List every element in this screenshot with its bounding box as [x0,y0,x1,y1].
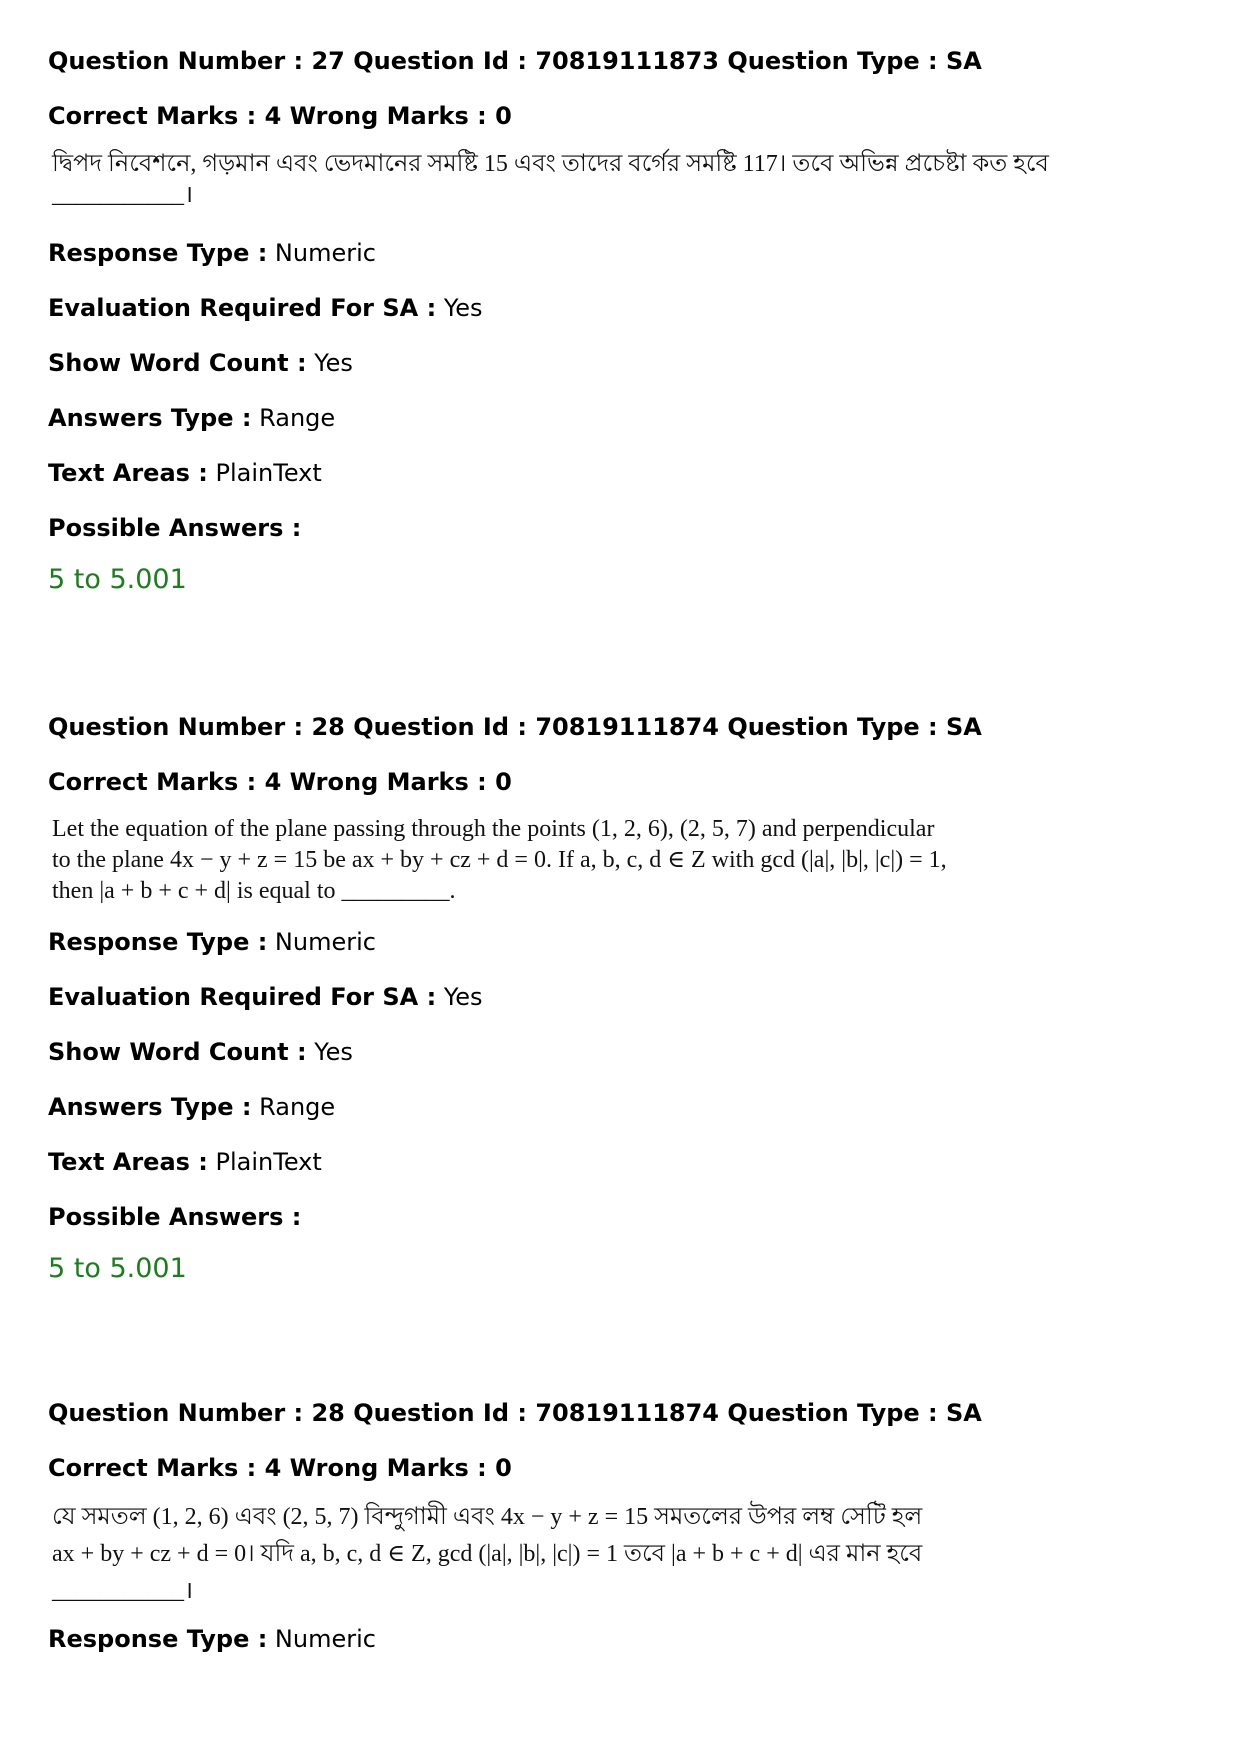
text-areas-row: Text Areas : PlainText [48,459,322,487]
question-28 [48,712,1188,1286]
word-count-row: Show Word Count : Yes [48,1038,353,1066]
question-text [48,1499,1188,1610]
word-count-value: Yes [306,1038,353,1066]
answers-type-row: Answers Type : Range [48,1093,336,1121]
text-areas-value: PlainText [207,1148,322,1176]
response-type-value: Numeric [267,239,376,267]
question-27 [48,46,1188,597]
text-areas-row: Text Areas : PlainText [48,1148,322,1176]
response-type-row: Response Type : Numeric [48,1625,376,1653]
evaluation-value: Yes [436,294,483,322]
text-areas-value: PlainText [207,459,322,487]
question-marks: Correct Marks : 4 Wrong Marks : 0 [48,768,512,796]
question-marks: Correct Marks : 4 Wrong Marks : 0 [48,1454,512,1482]
question-text-line: ___________। [52,182,194,208]
question-text-line: ___________। [52,1578,194,1604]
evaluation-row: Evaluation Required For SA : Yes [48,294,483,322]
response-type-row: Response Type : Numeric [48,928,376,956]
question-header: Question Number : 28 Question Id : 70819111874 Question Type : SA [48,713,982,741]
question-text-line: then |a + b + c + d| is equal to _________. [52,878,456,904]
evaluation-row: Evaluation Required For SA : Yes [48,983,483,1011]
question-text [48,149,1188,211]
evaluation-value: Yes [436,983,483,1011]
question-text-line: ax + by + cz + d = 0। যদি a, b, c, d ∈ Z, gcd (|a|, |b|, |c|) = 1 তবে |a + b + c + d| এর মান হবে [52,1541,923,1567]
question-text-line: দ্বিপদ নিবেশনে, গড়মান এবং ভেদমানের সমষ্টি 15 এবং তাদের বর্গের সমষ্টি 117। তবে অভিন্ন প্রচেষ্টা কত হবে [52,151,1049,177]
answers-type-row: Answers Type : Range [48,404,336,432]
answers-type-value: Range [251,1093,336,1121]
word-count-value: Yes [306,349,353,377]
possible-answers-label: Possible Answers : [48,1203,302,1231]
question-text-line: যে সমতল (1, 2, 6) এবং (2, 5, 7) বিন্দুগামী এবং 4x − y + z = 15 সমতলের উপর লম্ব সেটি হল [52,1504,923,1530]
question-header: Question Number : 27 Question Id : 70819111873 Question Type : SA [48,47,982,75]
possible-answer: 5 to 5.001 [48,1253,187,1284]
possible-answer: 5 to 5.001 [48,564,187,595]
question-header: Question Number : 28 Question Id : 70819111874 Question Type : SA [48,1399,982,1427]
answers-type-value: Range [251,404,336,432]
question-28-bengali [48,1398,1188,1654]
response-type-row: Response Type : Numeric [48,239,376,267]
question-marks: Correct Marks : 4 Wrong Marks : 0 [48,102,512,130]
response-type-value: Numeric [267,928,376,956]
response-type-value: Numeric [267,1625,376,1653]
possible-answers-label: Possible Answers : [48,514,302,542]
question-text [48,814,1188,907]
question-text-line: Let the equation of the plane passing through the points (1, 2, 6), (2, 5, 7) and perpendicular [52,816,935,842]
word-count-row: Show Word Count : Yes [48,349,353,377]
question-text-line: to the plane 4x − y + z = 15 be ax + by + cz + d = 0. If a, b, c, d ∈ Z with gcd (|a|, |b|, |c|) = 1, [52,847,947,873]
